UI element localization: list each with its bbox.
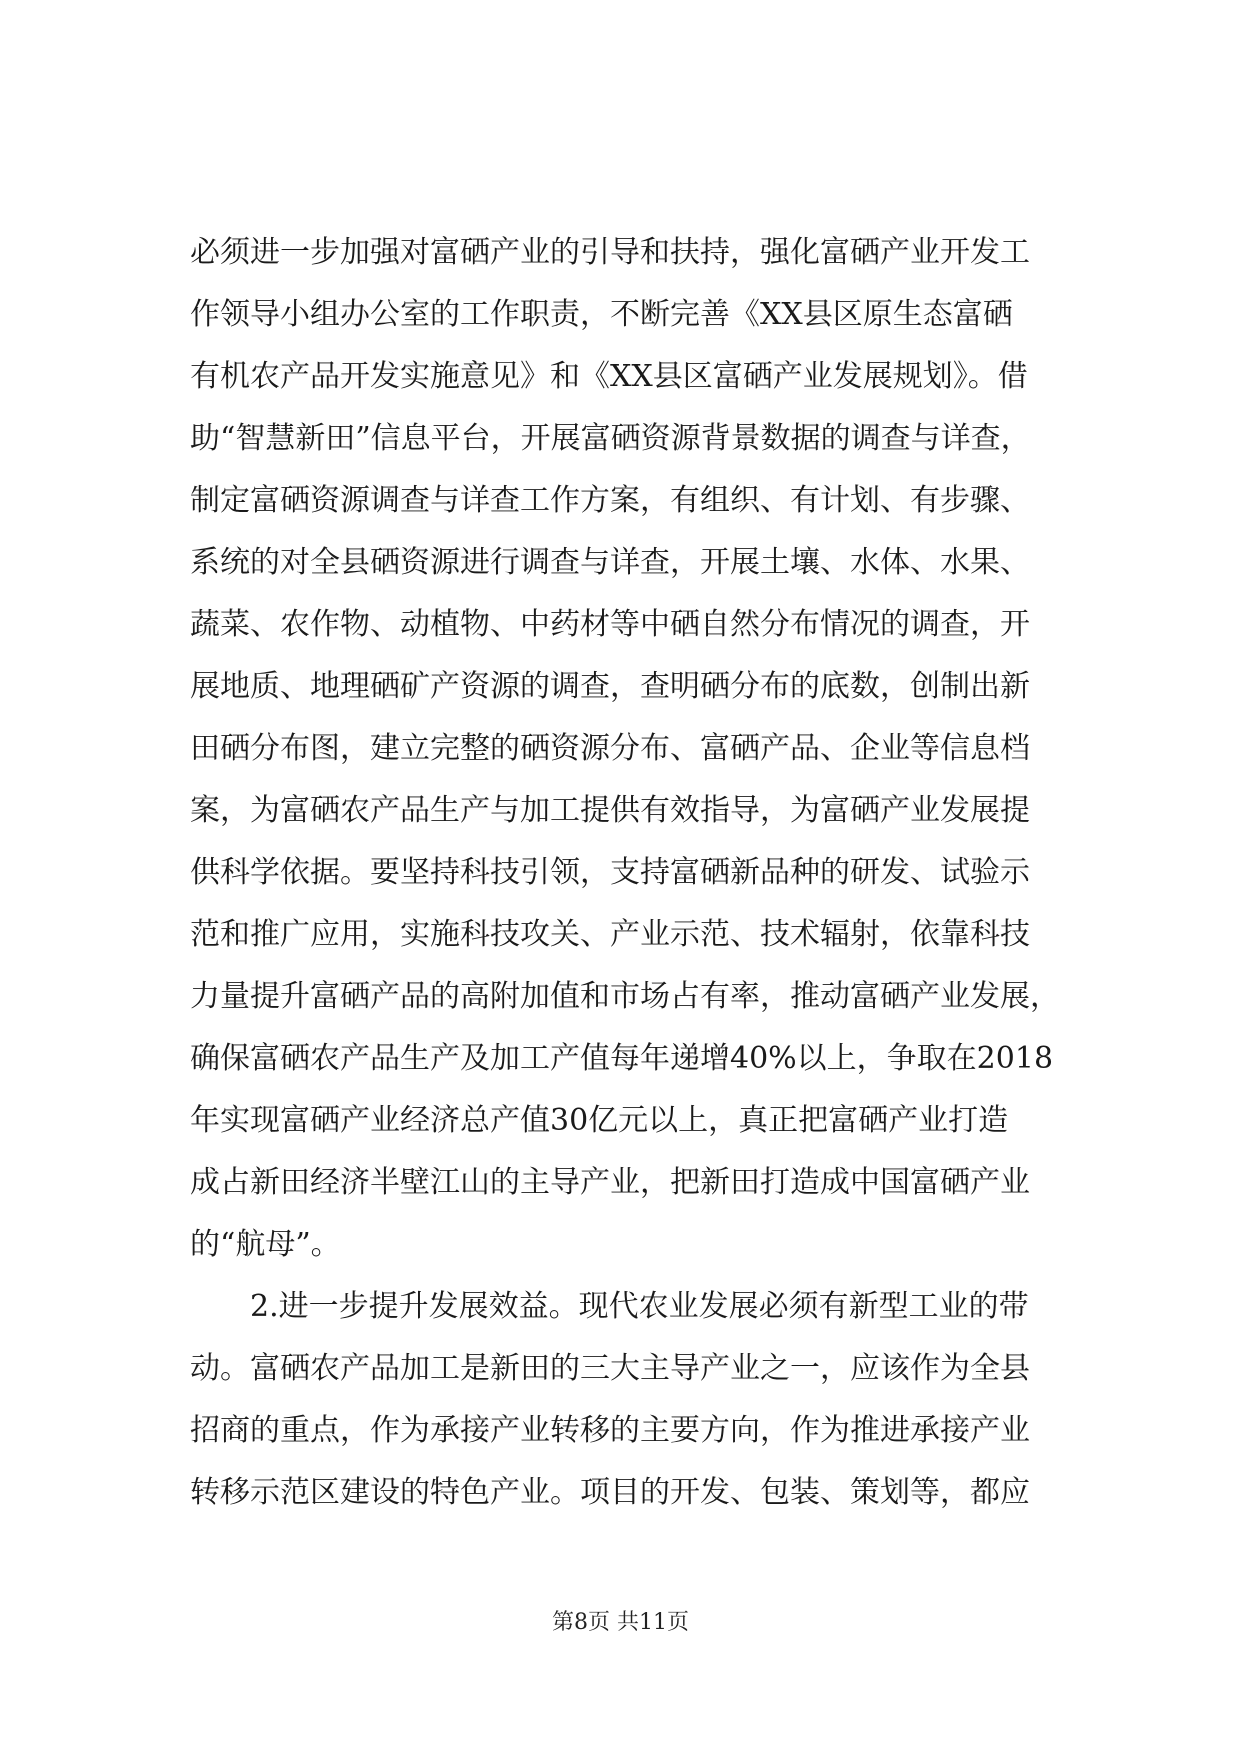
page-number-footer: 第8页 共11页 [552, 1610, 689, 1635]
text-line: 有机农产品开发实施意见》和《XX县区富硒产业发展规划》。借 [190, 359, 1028, 394]
text-line: 招商的重点，作为承接产业转移的主要方向，作为推进承接产业 [190, 1413, 1030, 1448]
text-line: 助“智慧新田”信息平台，开展富硒资源背景数据的调查与详查， [190, 421, 1031, 456]
text-line: 系统的对全县硒资源进行调查与详查，开展土壤、水体、水果、 [190, 545, 1030, 580]
text-line: 年实现富硒产业经济总产值30亿元以上，真正把富硒产业打造 [190, 1103, 1009, 1138]
text-line: 作领导小组办公室的工作职责，不断完善《XX县区原生态富硒 [190, 297, 1013, 332]
text-line: 成占新田经济半壁江山的主导产业，把新田打造成中国富硒产业 [190, 1165, 1030, 1200]
text-line: 2.进一步提升发展效益。现代农业发展必须有新型工业的带 [250, 1289, 1029, 1324]
text-line: 范和推广应用，实施科技攻关、产业示范、技术辐射，依靠科技 [190, 917, 1030, 952]
text-line: 转移示范区建设的特色产业。项目的开发、包装、策划等，都应 [190, 1475, 1030, 1510]
text-line: 确保富硒农产品生产及加工产值每年递增40%以上，争取在2018 [190, 1041, 1054, 1076]
text-line: 必须进一步加强对富硒产业的引导和扶持，强化富硒产业开发工 [190, 235, 1030, 270]
text-line: 的“航母”。 [190, 1227, 341, 1262]
text-line: 蔬菜、农作物、动植物、中药材等中硒自然分布情况的调查，开 [190, 607, 1030, 642]
text-line: 案，为富硒农产品生产与加工提供有效指导，为富硒产业发展提 [190, 793, 1030, 828]
text-line: 力量提升富硒产品的高附加值和市场占有率，推动富硒产业发展， [190, 979, 1060, 1014]
text-line: 田硒分布图，建立完整的硒资源分布、富硒产品、企业等信息档 [190, 731, 1030, 766]
text-line: 动。富硒农产品加工是新田的三大主导产业之一，应该作为全县 [190, 1351, 1030, 1386]
text-line: 展地质、地理硒矿产资源的调查，查明硒分布的底数，创制出新 [190, 669, 1030, 704]
body-text [190, 222, 1070, 1524]
text-line: 制定富硒资源调查与详查工作方案，有组织、有计划、有步骤、 [190, 483, 1030, 518]
text-line: 供科学依据。要坚持科技引领，支持富硒新品种的研发、试验示 [190, 855, 1030, 890]
